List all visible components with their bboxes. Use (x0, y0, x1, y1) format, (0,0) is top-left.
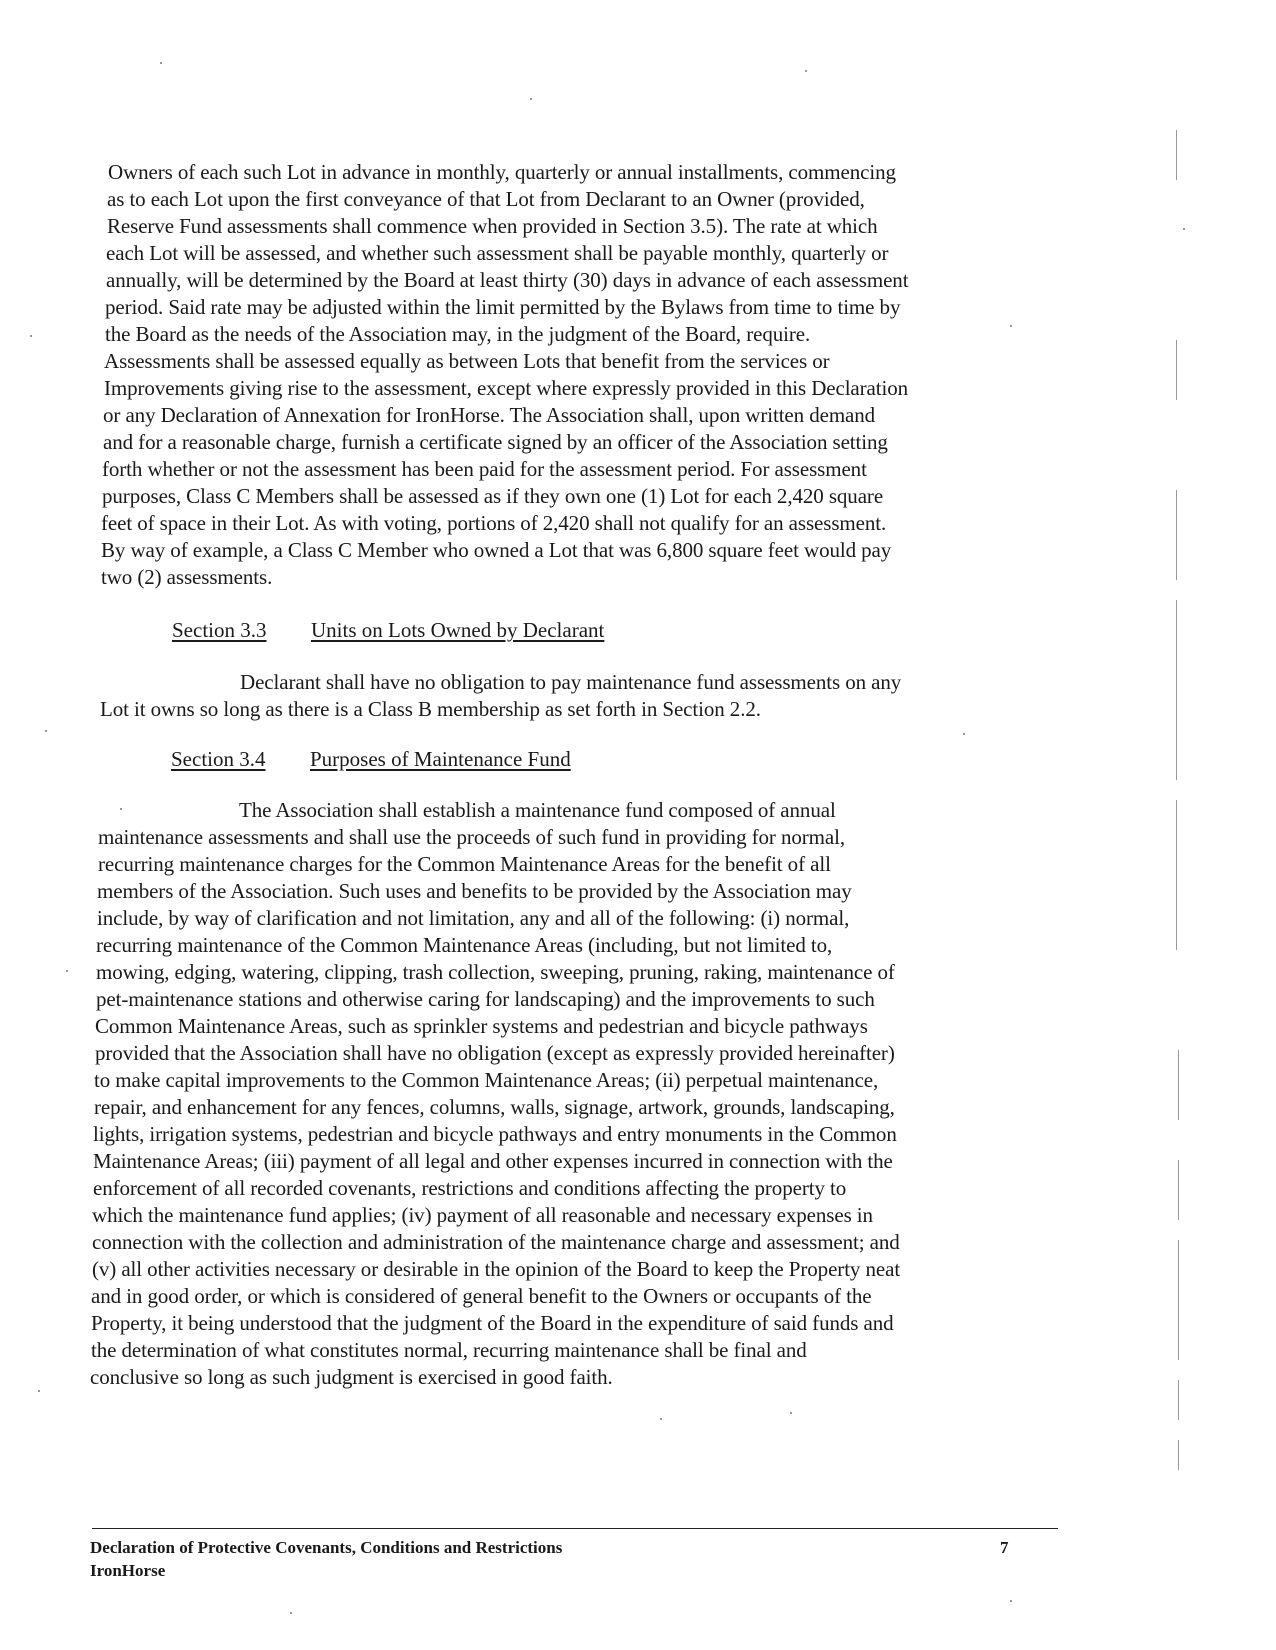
scan-speck (1183, 228, 1185, 230)
scan-speck (1010, 1600, 1012, 1602)
section-number: Section 3.3 (172, 618, 267, 642)
text-line: Maintenance Areas; (iii) payment of all legal and other expenses incurred in connection with the (93, 1149, 893, 1173)
scan-margin-mark (1178, 1160, 1179, 1220)
text-line: each Lot will be assessed, and whether such assessment shall be payable monthly, quarterly or (106, 241, 889, 265)
scan-margin-mark (1176, 800, 1177, 950)
footer-title: Declaration of Protective Covenants, Conditions and Restrictions (90, 1538, 563, 1557)
text-line: feet of space in their Lot. As with voting, portions of 2,420 shall not qualify for an assessment. (101, 511, 887, 535)
text-line: Improvements giving rise to the assessment, except where expressly provided in this Declaration (104, 376, 909, 400)
scan-speck (530, 98, 532, 100)
text-line: members of the Association. Such uses and benefits to be provided by the Association may (97, 879, 852, 903)
scan-speck (120, 808, 122, 810)
text-line: or any Declaration of Annexation for IronHorse. The Association shall, upon written demand (103, 403, 876, 427)
text-line: The Association shall establish a maintenance fund composed of annual (239, 798, 836, 822)
scan-speck (45, 730, 47, 732)
text-line: to make capital improvements to the Common Maintenance Areas; (ii) perpetual maintenance, (94, 1068, 879, 1092)
text-line: purposes, Class C Members shall be assessed as if they own one (1) Lot for each 2,420 square (102, 484, 884, 508)
text-line: Property, it being understood that the judgment of the Board in the expenditure of said funds and (91, 1311, 894, 1335)
scan-margin-mark (1178, 1440, 1179, 1470)
text-line: forth whether or not the assessment has been paid for the assessment period. For assessment (102, 457, 867, 481)
text-line: include, by way of clarification and not limitation, any and all of the following: (i) normal, (97, 906, 850, 930)
text-line: Lot it owns so long as there is a Class B membership as set forth in Section 2.2. (100, 697, 761, 721)
text-line: Common Maintenance Areas, such as sprinkler systems and pedestrian and bicycle pathways (95, 1014, 868, 1038)
scan-margin-mark (1178, 1240, 1179, 1360)
text-line: provided that the Association shall have no obligation (except as expressly provided hereinafter) (95, 1041, 895, 1065)
text-line: maintenance assessments and shall use the proceeds of such fund in providing for normal, (98, 825, 846, 849)
scan-speck (1010, 325, 1012, 327)
section-title: Purposes of Maintenance Fund (310, 747, 571, 771)
text-line: connection with the collection and administration of the maintenance charge and assessment; and (92, 1230, 900, 1254)
scan-speck (160, 62, 162, 64)
text-line: recurring maintenance charges for the Common Maintenance Areas for the benefit of all (98, 852, 831, 876)
text-line: pet-maintenance stations and otherwise caring for landscaping) and the improvements to such (96, 987, 875, 1011)
scan-margin-mark (1176, 340, 1177, 400)
text-line: period. Said rate may be adjusted within the limit permitted by the Bylaws from time to time by (105, 295, 901, 319)
scan-speck (805, 70, 807, 72)
text-line: annually, will be determined by the Board at least thirty (30) days in advance of each assessment (106, 268, 909, 292)
text-line: and for a reasonable charge, furnish a certificate signed by an officer of the Association setting (103, 430, 888, 454)
text-line: and in good order, or which is considered of general benefit to the Owners or occupants of the (91, 1284, 872, 1308)
text-line: mowing, edging, watering, clipping, trash collection, sweeping, pruning, raking, maintenance of (96, 960, 895, 984)
text-line: lights, irrigation systems, pedestrian and bicycle pathways and entry monuments in the Common (93, 1122, 897, 1146)
scan-margin-mark (1178, 1380, 1179, 1420)
text-line: (v) all other activities necessary or desirable in the opinion of the Board to keep the Property neat (92, 1257, 901, 1281)
scan-speck (66, 970, 68, 972)
text-line: conclusive so long as such judgment is exercised in good faith. (90, 1365, 613, 1389)
text-line: enforcement of all recorded covenants, restrictions and conditions affecting the property to (93, 1176, 847, 1200)
scan-speck (290, 1612, 292, 1614)
scan-speck (790, 1412, 792, 1414)
scan-margin-mark (1176, 600, 1177, 780)
scan-speck (30, 335, 32, 337)
section-title: Units on Lots Owned by Declarant (311, 618, 605, 642)
footer-subtitle: IronHorse (90, 1561, 166, 1580)
scan-speck (963, 733, 965, 735)
scan-margin-mark (1176, 130, 1177, 180)
section-3-4-heading (171, 745, 571, 773)
text-line: Declarant shall have no obligation to pay maintenance fund assessments on any (240, 670, 902, 694)
scan-speck (38, 1390, 40, 1392)
text-line: Owners of each such Lot in advance in monthly, quarterly or annual installments, commencing (108, 160, 896, 184)
text-line: Reserve Fund assessments shall commence when provided in Section 3.5). The rate at which (107, 214, 878, 238)
scan-margin-mark (1178, 1050, 1179, 1120)
text-line: Assessments shall be assessed equally as between Lots that benefit from the services or (104, 349, 830, 373)
text-line: the determination of what constitutes normal, recurring maintenance shall be final and (91, 1338, 807, 1362)
section-3-3-heading (172, 616, 604, 644)
page-number: 7 (1000, 1538, 1009, 1557)
section-number: Section 3.4 (171, 747, 266, 771)
text-line: as to each Lot upon the first conveyance of that Lot from Declarant to an Owner (provided, (107, 187, 865, 211)
text-line: the Board as the needs of the Association may, in the judgment of the Board, require. (105, 322, 811, 346)
text-line: By way of example, a Class C Member who owned a Lot that was 6,800 square feet would pay (101, 538, 892, 562)
footer-divider (92, 1528, 1058, 1529)
scan-margin-mark (1176, 490, 1177, 580)
text-line: two (2) assessments. (101, 565, 273, 589)
scan-speck (660, 1418, 662, 1420)
text-line: recurring maintenance of the Common Maintenance Areas (including, but not limited to, (96, 933, 833, 957)
text-line: repair, and enhancement for any fences, columns, walls, signage, artwork, grounds, landscaping, (94, 1095, 895, 1119)
text-line: which the maintenance fund applies; (iv) payment of all reasonable and necessary expenses in (92, 1203, 873, 1227)
